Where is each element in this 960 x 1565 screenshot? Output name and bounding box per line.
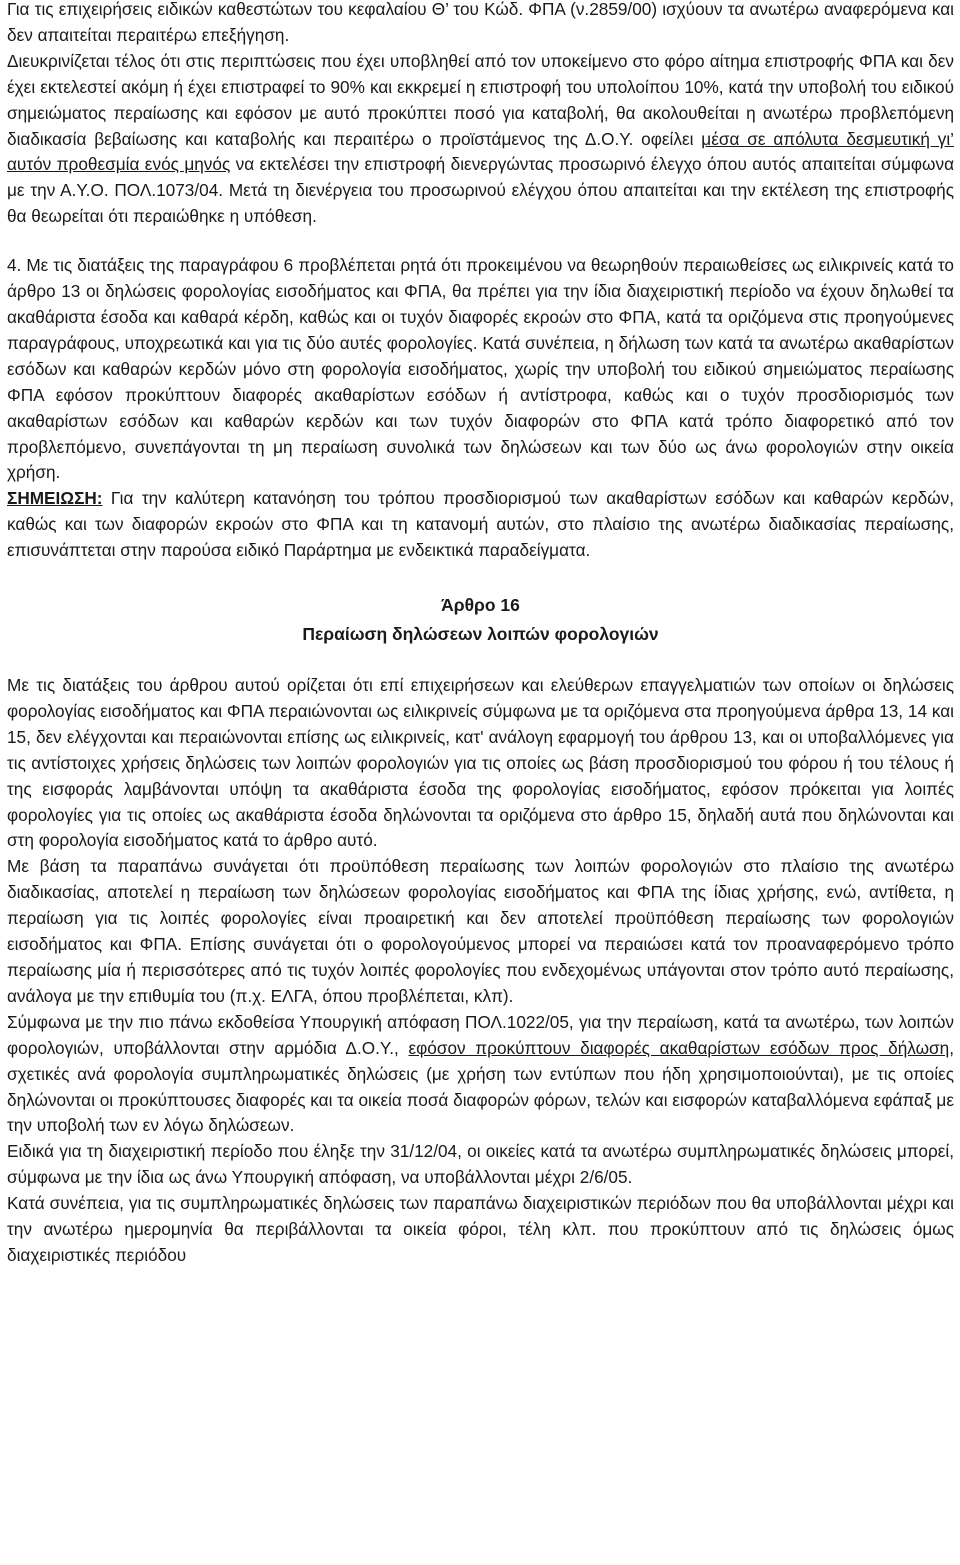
underlined-condition-text: εφόσον προκύπτουν διαφορές ακαθαρίστων εσόδων προς δήλωση, [408, 1037, 954, 1058]
paragraph-special-regimes: Για τις επιχειρήσεις ειδικών καθεστώτων του κεφαλαίου Θ’ του Κώδ. ΦΠΑ (ν.2859/00) ισχύουν τα ανωτέρω αναφερόμενα και δεν απαιτείται περαιτέρω επεξήγηση. [7, 0, 954, 45]
article-title: Περαίωση δηλώσεων λοιπών φορολογιών [302, 624, 659, 645]
paragraph-text: σχετικές ανά φορολογία συμπληρωματικές δηλώσεις (με χρήση των εντύπων που ήδη χρησιμοποιούνται), με τις οποίες δηλώνονται οι προκύπτουσες διαφορές και τα οικεία ποσά διαφορών φόρων, τελών και εισφορών καταβαλλόμενα εφάπαξ με την υποβολή των εν λόγω δηλώσεων. [7, 1063, 954, 1136]
paragraph-text: Σύμφωνα με την πιο πάνω εκδοθείσα Υπουργική απόφαση ΠΟΛ.1022/05, για την περαίωση, κατά τα ανωτέρω, των λοιπών φορολογιών, υποβάλλονται στην αρμόδια Δ.Ο.Υ., [7, 1011, 954, 1058]
note-paragraph [7, 486, 954, 564]
paragraph-refund-clarification [7, 49, 954, 230]
article-paragraph-2: Με βάση τα παραπάνω συνάγεται ότι προϋπόθεση περαίωσης των λοιπών φορολογιών στο πλαίσιο της ανωτέρω διαδικασίας, αποτελεί η περαίωση των δηλώσεων φορολογίας εισοδήματος και ΦΠΑ της ίδιας χρήσης, ενώ, αντίθετα, η περαίωση για τις λοιπές φορολογίες είναι προαιρετική και δεν αποτελεί προϋπόθεση περαίωσης των φορολογιών εισοδήματος και ΦΠΑ. Επίσης συνάγεται ότι ο φορολογούμενος μπορεί να περαιώσει κατά τον προαναφερόμενο τρόπο περαίωσης μία ή περισσότερες από τις τυχόν λοιπές φορολογίες που ενδεχομένως υπάγονται στον τρόπο αυτό περαίωσης, ανάλογα με την επιθυμία του (π.χ. ΕΛΓΑ, όπου προβλέπεται, κλπ). [7, 856, 954, 1006]
paragraph-text: να εκτελέσει την επιστροφή διενεργώντας προσωρινό έλεγχο όπου αυτός απαιτείται σύμφωνα με την Α.Υ.Ο. ΠΟΛ.1073/04. Μετά τη διενέργεια του προσωρινού ελέγχου όπου απαιτείται και την εκτέλεση της επιστροφής θα θεωρείται ότι περαιώθηκε η υπόθεση. [7, 154, 954, 227]
paragraph-text: Με τις διατάξεις της παραγράφου 6 προβλέπεται ρητά ότι προκειμένου να θεωρηθούν περαιωθείσες ως ειλικρινείς κατά το άρθρο 13 οι δηλώσεις φορολογίας εισοδήματος και ΦΠΑ, θα πρέπει για την ίδια διαχειριστική περίοδο να έχουν δηλωθεί τα ακαθάριστα έσοδα και καθαρά κέρδη, καθώς και οι τυχόν διαφορές εκροών στο ΦΠΑ, κατά τα οριζόμενα στις προηγούμενες παραγράφους, υποχρεωτικά και για τις δύο αυτές φορολογίες. Κατά συνέπεια, η δήλωση των κατά τα ανωτέρω ακαθαρίστων εσόδων και καθαρών κερδών μόνο στη φορολογία εισοδήματος, χωρίς την υποβολή του ειδικού σημειώματος περαίωσης ΦΠΑ εφόσον προκύπτουν διαφορές ακαθαρίστων εσόδων ή αντίστροφα, καθώς και ο τυχόν προσδιορισμός των ακαθαρίστων εσόδων και καθαρών κερδών και των τυχόν διαφορών στο ΦΠΑ κατά τρόπο διαφορετικό από τον προβλεπόμενο, συνεπάγονται τη μη περαίωση συνολικά των δηλώσεων και των δύο ως άνω φορολογιών στην οικεία χρήση. [7, 255, 954, 483]
item-number: 4. [7, 255, 22, 276]
note-text: Για την καλύτερη κατανόηση του τρόπου προσδιορισμού των ακαθαρίστων εσόδων και καθαρών κερδών, καθώς και των διαφορών εκροών στο ΦΠΑ και τη κατανομή αυτών, στο πλαίσιο της ανωτέρω διαδικασίας περαίωσης, επισυνάπτεται στην παρούσα ειδικό Παράρτημα με ενδεικτικά παραδείγματα. [7, 488, 954, 561]
article-number: Άρθρο 16 [441, 595, 520, 616]
paragraph-text: Διευκρινίζεται τέλος ότι στις περιπτώσεις που έχει υποβληθεί από τον υποκείμενο στο φόρο αίτημα επιστροφής ΦΠΑ και δεν έχει εκτελεστεί ακόμη ή έχει επιστραφεί το 90% και εκκρεμεί η επιστροφή του υπολοίπου 10%, κατά την υποβολή του ειδικού σημειώματος περαίωσης και εφόσον με αυτό προκύπτει ποσό για καταβολή, θα ακολουθείται η ανωτέρω προβλεπόμενη διαδικασία βεβαίωσης και καταβολής και περαιτέρω ο προϊστάμενος της Δ.Ο.Υ. οφείλει [7, 50, 954, 149]
article-paragraph-5: Κατά συνέπεια, για τις συμπληρωματικές δηλώσεις των παραπάνω διαχειριστικών περιόδων που θα υποβάλλονται μέχρι και την ανωτέρω ημερομηνία θα περιβάλλονται τα οικεία φόροι, τέλη κλπ. που προκύπτουν από τις δηλώσεις όμως διαχειριστικές περιόδου [7, 1193, 954, 1265]
paragraph-item-4 [7, 253, 954, 486]
article-paragraph-1: Με τις διατάξεις του άρθρου αυτού ορίζεται ότι επί επιχειρήσεων και ελεύθερων επαγγελματιών των οποίων οι δηλώσεις φορολογίας εισοδήματος και ΦΠΑ περαιώνονται ως ειλικρινείς σύμφωνα με τα οριζόμενα στα προηγούμενα άρθρα 13, 14 και 15, δεν ελέγχονται και περαιώνονται επίσης ως ειλικρινείς, κατ' ανάλογη εφαρμογή του άρθρου 13, και οι υποβαλλόμενες για τις αντίστοιχες χρήσεις δηλώσεις των λοιπών φορολογιών για τις οποίες ως βάση προσδιορισμού του φόρου ή του τέλους ή της εισφοράς λαμβάνονται υπόψη τα ακαθάριστα έσοδα της φορολογίας εισοδήματος, εφόσον πρόκειται για λοιπές φορολογίες για τις οποίες ως ακαθάριστα έσοδα δηλώνονται τα οριζόμενα στο άρθρο 15, δηλαδή αυτά που δηλώνονται και στη φορολογία εισοδήματος κατά το άρθρο αυτό. [7, 675, 954, 851]
underlined-deadline-text: μέσα σε απόλυτα δεσμευτική γι’ αυτόν προθεσμία ενός μηνός [7, 128, 954, 175]
note-label: ΣΗΜΕΙΩΣΗ: [7, 488, 103, 509]
article-paragraph-3 [7, 1010, 954, 1140]
article-paragraph-4: Ειδικά για τη διαχειριστική περίοδο που έληξε την 31/12/04, οι οικείες κατά τα ανωτέρω συμπληρωματικές δηλώσεις μπορεί, σύμφωνα με την ίδια ως άνω Υπουργική απόφαση, να υποβάλλονται μέχρι 2/6/05. [7, 1141, 954, 1188]
